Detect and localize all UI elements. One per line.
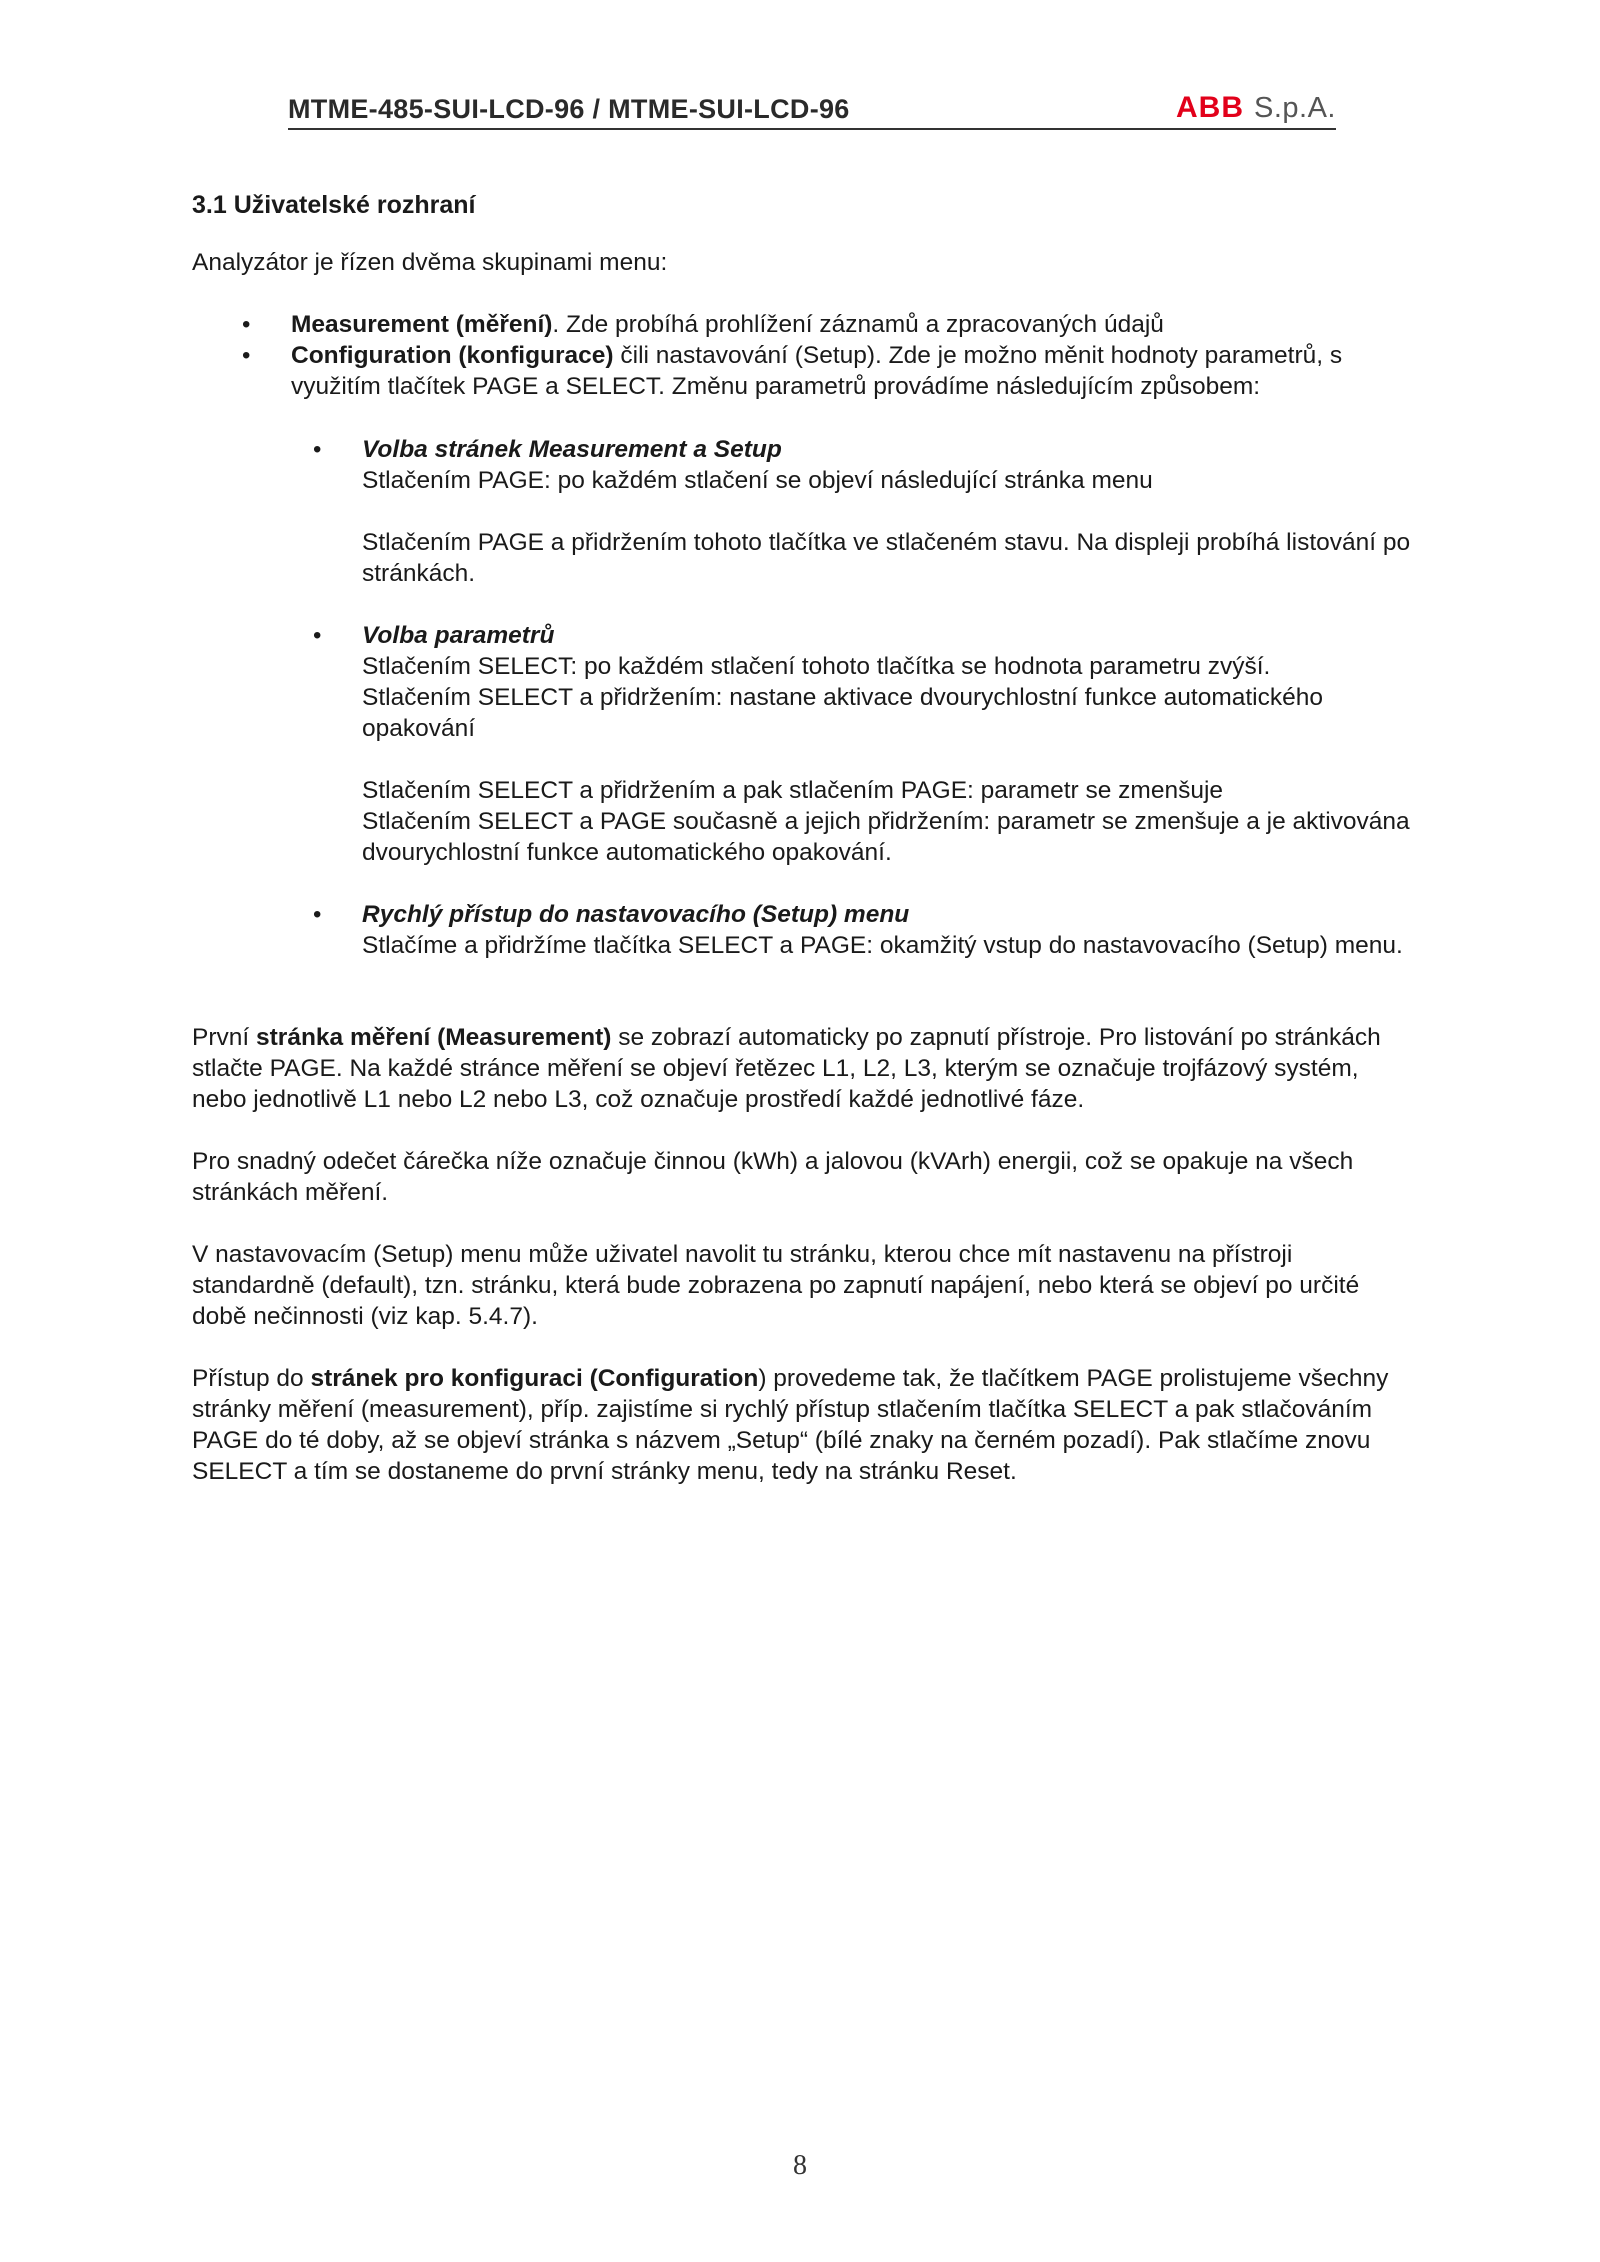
sub-item-line: Stlačením SELECT a přidržením a pak stlačením PAGE: parametr se zmenšuje xyxy=(362,777,1224,804)
default-page-paragraph: V nastavovacím (Setup) menu může uživatel navolit tu stránku, kterou chce mít nastavenu na přístroji standardně (default), tzn. stránku, která bude zobrazena po zapnutí napájení, nebo která se objeví po určité době nečinnosti (viz kap. 5.4.7). xyxy=(192,1241,1360,1330)
list-item xyxy=(192,340,1412,402)
sub-item-title: • Volba stránek Measurement a Setup xyxy=(362,436,782,463)
sub-item-title: • Rychlý přístup do nastavovacího (Setup) menu xyxy=(362,901,910,928)
bullet-bold: Configuration (konfigurace) xyxy=(291,342,614,369)
abb-logo-icon: ABB xyxy=(1176,91,1244,124)
company-suffix: S.p.A. xyxy=(1254,92,1336,124)
list-item xyxy=(192,434,1412,589)
page-content xyxy=(192,190,1412,1518)
bullet-text: . Zde probíhá prohlížení záznamů a zpracovaných údajů xyxy=(552,311,1164,338)
list-item xyxy=(192,620,1412,868)
document-title: MTME-485-SUI-LCD-96 / MTME-SUI-LCD-96 xyxy=(288,94,850,124)
sub-item-line: Stlačením SELECT a přidržením: nastane aktivace dvourychlostní funkce automatického opakování xyxy=(362,684,1323,742)
list-item xyxy=(192,899,1412,961)
menu-groups-list xyxy=(192,309,1412,402)
sub-item-title: • Volba parametrů xyxy=(362,622,555,649)
sub-item-line: Stlačením PAGE a přidržením tohoto tlačítka ve stlačeném stavu. Na displeji probíhá listování po stránkách. xyxy=(362,529,1411,587)
page-number: 8 xyxy=(793,2150,807,2181)
measurement-paragraph: První stránka měření (Measurement) se zobrazí automaticky po zapnutí přístroje. Pro listování po stránkách stlačte PAGE. Na každé stránce měření se objeví řetězec L1, L2, L3, kterým se označuje trojfázový systém, nebo jednotlivě L1 nebo L2 nebo L3, což označuje prostředí každé jednotlivé fáze. xyxy=(192,1024,1381,1113)
intro-paragraph: Analyzátor je řízen dvěma skupinami menu: xyxy=(192,249,668,276)
section-heading: 3.1 Uživatelské rozhraní xyxy=(192,191,476,219)
sub-item-line: Stlačením SELECT a PAGE současně a jejich přidržením: parametr se zmenšuje a je aktivována dvourychlostní funkce automatického opakování. xyxy=(362,808,1410,866)
company-logo xyxy=(1176,92,1336,124)
procedure-list xyxy=(192,434,1412,961)
list-item xyxy=(192,309,1412,340)
bullet-bold: Measurement (měření) xyxy=(291,311,553,338)
sub-item-line: Stlačením SELECT: po každém stlačení tohoto tlačítka se hodnota parametru zvýší. xyxy=(362,653,1271,680)
bullet-text: čili nastavování (Setup). Zde je možno měnit hodnoty parametrů, s využitím tlačítek PAGE a SELECT. Změnu parametrů provádíme následujícím způsobem: xyxy=(291,342,1343,400)
configuration-paragraph: Přístup do stránek pro konfiguraci (Configuration) provedeme tak, že tlačítkem PAGE prolistujeme všechny stránky měření (measurement), příp. zajistíme si rychlý přístup stlačením tlačítka SELECT a pak stlačováním PAGE do té doby, až se objeví stránka s názvem „Setup“ (bílé znaky na černém pozadí). Pak stlačíme znovu SELECT a tím se dostaneme do první stránky menu, tedy na stránku Reset. xyxy=(192,1365,1389,1485)
sub-item-line: Stlačíme a přidržíme tlačítka SELECT a PAGE: okamžitý vstup do nastavovacího (Setup) menu. xyxy=(362,932,1403,959)
sub-item-line: Stlačením PAGE: po každém stlačení se objeví následující stránka menu xyxy=(362,467,1153,494)
page-header xyxy=(288,91,1336,130)
energy-paragraph: Pro snadný odečet čárečka níže označuje činnou (kWh) a jalovou (kVArh) energii, což se opakuje na všech stránkách měření. xyxy=(192,1148,1354,1206)
